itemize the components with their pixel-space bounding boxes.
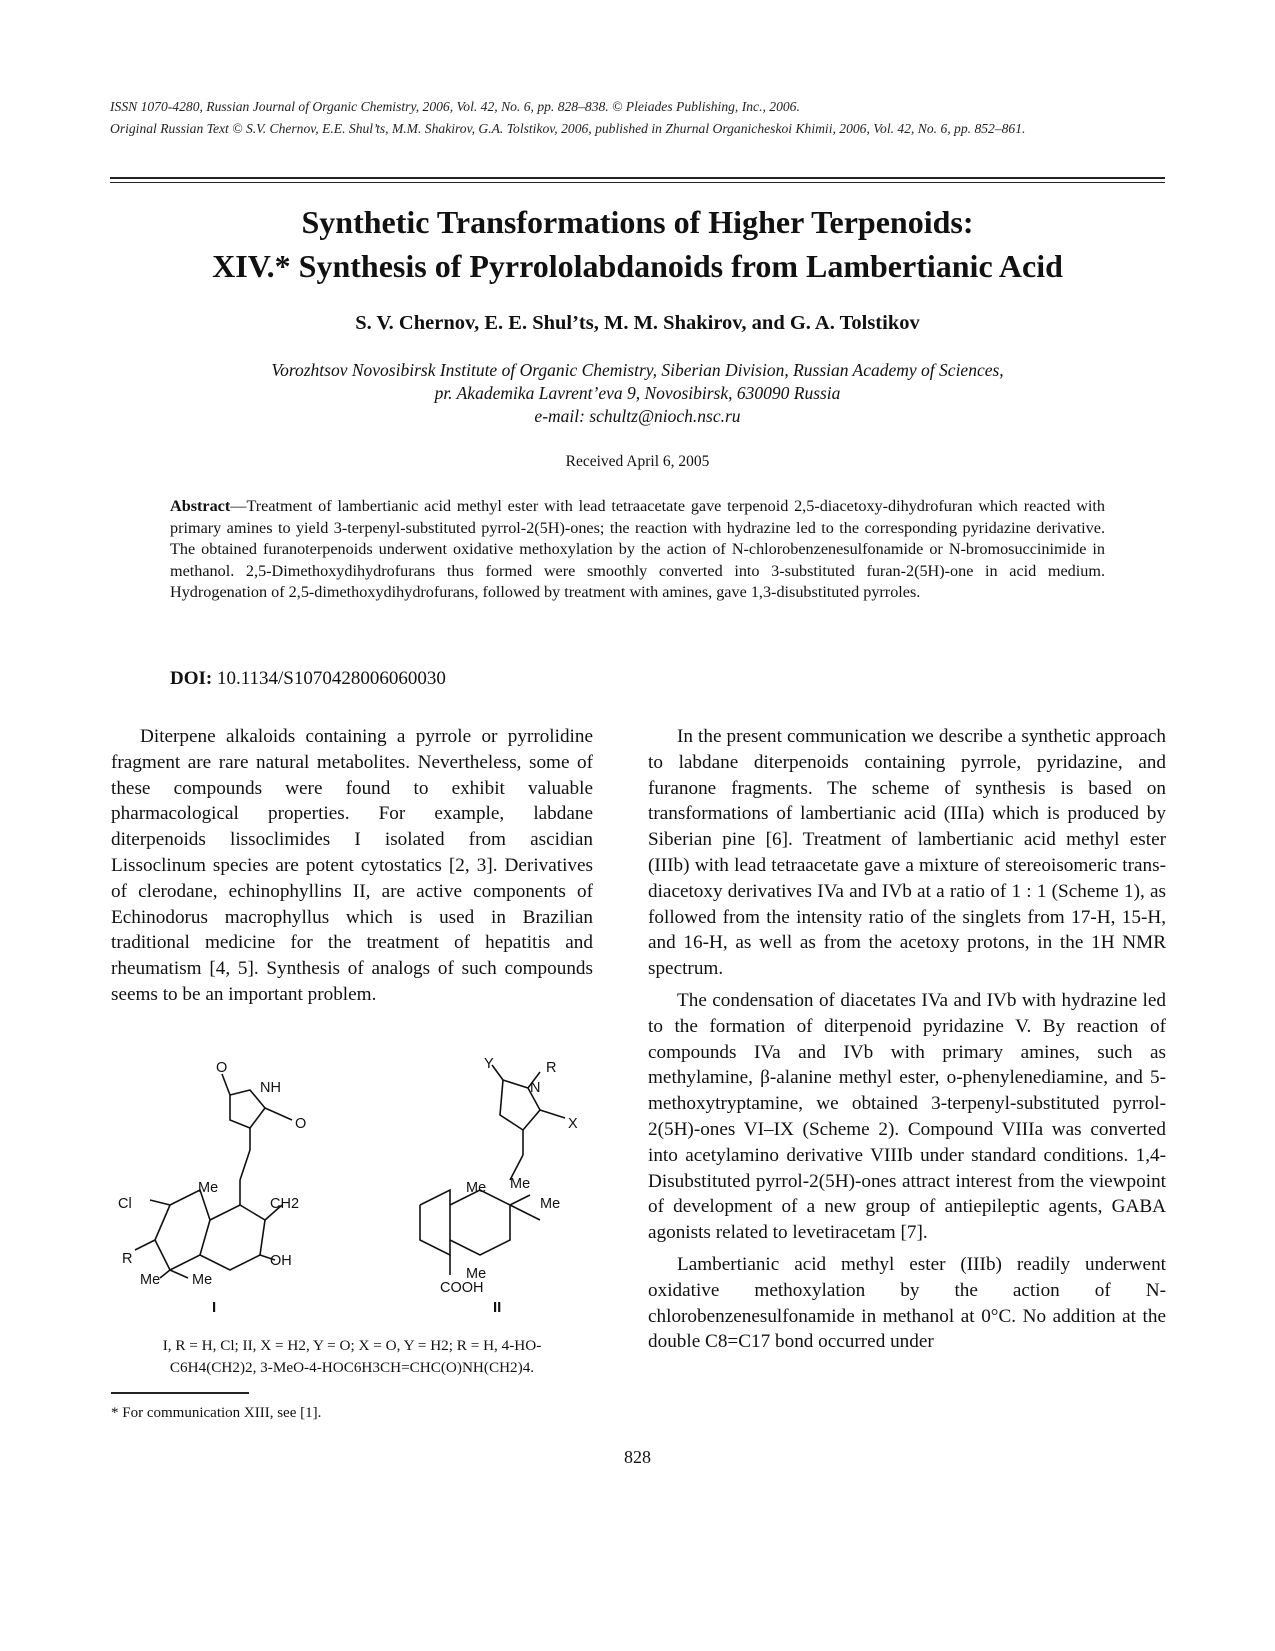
affiliation-line1: Vorozhtsov Novosibirsk Institute of Organic Chemistry, Siberian Division, Russian Academy of Sciences, [271,360,1004,380]
title-line1: Synthetic Transformations of Higher Terpenoids: [301,204,974,240]
footnote-rule [111,1392,249,1394]
s2-atom-Me-2: Me [510,1176,531,1192]
caption-line1: I, R = H, Cl; II, X = H2, Y = O; X = O, Y = H2; R = H, 4-HO- [162,1337,542,1354]
body-paragraph-3: Lambertianic acid methyl ester (IIIb) readily underwent oxidative methoxylation by the action of N-chlorobenzenesulfonamide in methanol at 0°C. No addition at the double C8=C17 bond occurred under [648,1253,1166,1353]
structure-I-label: I [212,1299,217,1316]
doi-value: 10.1134/S1070428006060030 [216,668,446,689]
doi-label: DOI: [170,668,213,689]
caption-line2: C6H4(CH2)2, 3-MeO-4-HOC6H3CH=CHC(O)NH(CH2)4. [169,1359,535,1376]
s1-atom-Cl: Cl [118,1196,132,1212]
header-rule-top [110,177,1165,179]
journal-header-line2: Original Russian Text © S.V. Chernov, E.E. Shul’ts, M.M. Shakirov, G.A. Tolstikov, 2006, published in Zhurnal Organicheskoi Khimii, 2006, Vol. 42, No. 6, pp. 852–861. [110,121,1026,136]
s2-atom-Me-4: Me [466,1266,487,1282]
s1-atom-Me-gem2: Me [192,1272,213,1288]
s1-atom-OH: OH [270,1253,292,1269]
affiliation-email: e-mail: schultz@nioch.nsc.ru [534,406,741,426]
header-rule-bottom [110,182,1165,183]
s1-atom-Me: Me [198,1180,219,1196]
s2-atom-X: X [568,1116,578,1132]
s2-atom-Y: Y [484,1056,494,1072]
article-title [70,200,1205,288]
s2-atom-N: N [530,1080,541,1096]
structure-I [118,1060,306,1316]
abstract-label: Abstract [170,497,231,515]
chemical-structures-figure [110,1050,600,1320]
footnote: * For communication XIII, see [1]. [111,1405,322,1421]
s1-atom-CH2: CH2 [270,1196,300,1212]
right-column [648,724,1166,1361]
page-number: 828 [624,1447,651,1467]
abstract-text: —Treatment of lambertianic acid methyl ester with lead tetraacetate gave terpenoid 2,5-diacetoxy-dihydrofuran which reacted with primary amines to yield 3-terpenyl-substituted pyrrol-2(5H)-ones; the reaction with hydrazine led to the corresponding pyridazine derivative. The obtained furanoterpenoids underwent oxidative methoxylation by the action of N-chlorobenzenesulfonamide or N-bromosuccinimide in methanol. 2,5-Dimethoxydihydrofurans thus formed were smoothly converted into 3-substituted furan-2(5H)-one in acid medium. Hydrogenation of 2,5-dimethoxydihydrofurans, followed by treatment with amines, gave 1,3-disubstituted pyrroles. [170,497,1105,602]
left-column [111,724,593,1014]
journal-header-line1: ISSN 1070-4280, Russian Journal of Organic Chemistry, 2006, Vol. 42, No. 6, pp. 828–838. © Pleiades Publishing, Inc., 2006. [110,99,800,114]
s1-atom-R: R [122,1251,133,1267]
figure-caption [111,1335,593,1379]
received-date: Received April 6, 2005 [565,453,710,470]
doi [170,668,446,690]
structure-II-label: II [493,1299,502,1316]
s2-atom-COOH: COOH [440,1280,484,1296]
abstract [170,496,1105,604]
s1-atom-O-top: O [216,1060,228,1076]
s1-atom-Me-gem1: Me [140,1272,161,1288]
title-line2: XIV.* Synthesis of Pyrrololabdanoids from Lambertianic Acid [212,248,1063,284]
s2-atom-Me-3: Me [540,1196,561,1212]
s1-atom-NH: NH [260,1080,281,1096]
s1-atom-O-right: O [295,1116,307,1132]
affiliation-line2: pr. Akademika Lavrent’eva 9, Novosibirsk, 630090 Russia [434,383,841,403]
body-paragraph-1: In the present communication we describe a synthetic approach to labdane diterpenoids containing pyrrole, pyridazine, and furanone fragments. The scheme of synthesis is based on transformations of lambertianic acid (IIIa) which is produced by Siberian pine [6]. Treatment of lambertianic acid methyl ester (IIIb) with lead tetraacetate gave a mixture of stereoisomeric trans-diacetoxy derivatives IVa and IVb at a ratio of 1 : 1 (Scheme 1), as followed from the intensity ratio of the singlets from 17-H, 15-H, and 16-H, as well as from the acetoxy protons, in the 1H NMR spectrum. [648,726,1166,980]
affiliation [70,359,1205,428]
s2-atom-R: R [546,1060,557,1076]
intro-paragraph-1: Diterpene alkaloids containing a pyrrole or pyrrolidine fragment are rare natural metabolites. Nevertheless, some of these compounds were found to exhibit valuable pharmacological properties. For example, labdane diterpenoids lissoclimides I isolated from ascidian Lissoclinum species are potent cytostatics [2, 3]. Derivatives of clerodane, echinophyllins II, are active components of Echinodorus macrophyllus which is used in Brazilian traditional medicine for the treatment of hepatitis and rheumatism [4, 5]. Synthesis of analogs of such compounds seems to be an important problem. [111,726,593,1005]
author-list: S. V. Chernov, E. E. Shul’ts, M. M. Shakirov, and G. A. Tolstikov [355,312,920,334]
s2-atom-Me-1: Me [466,1180,487,1196]
body-paragraph-2: The condensation of diacetates IVa and IVb with hydrazine led to the formation of diterpenoid pyridazine V. By reaction of compounds IVa and IVb with primary amines, such as methylamine, β-alanine methyl ester, o-phenylenediamine, and 5-methoxytryptamine, we obtained 3-terpenyl-substituted pyrrol-2(5H)-ones VI–IX (Scheme 2). Compound VIIIa was converted into acetylamino derivative VIIIb under standard conditions. 1,4-Disubstituted pyrrol-2(5H)-ones attract interest from the viewpoint of development of a new group of antiepileptic agents, GABA agonists related to levetiracetam [7]. [648,989,1166,1244]
structure-II [420,1056,578,1316]
